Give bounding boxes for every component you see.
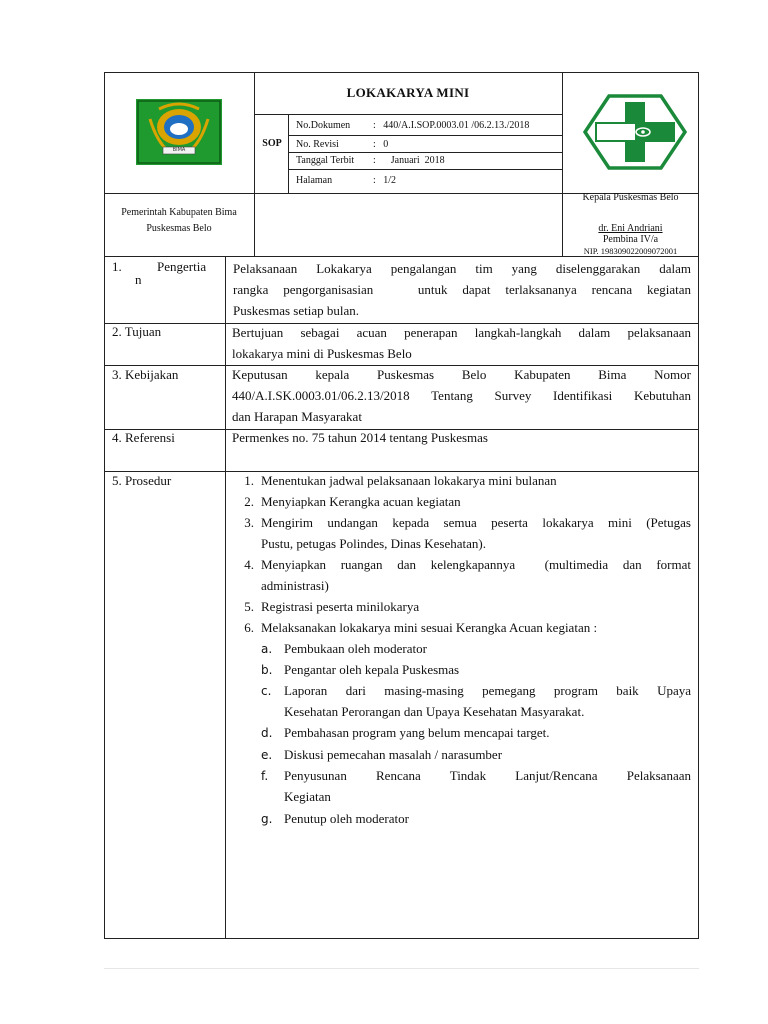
- step-number: 6.: [244, 620, 254, 635]
- step-text: Melaksanakan lokakarya mini sesuai Kerangka Acuan kegiatan :: [261, 620, 598, 635]
- footer-rule: [104, 968, 699, 969]
- pengertian-line-1: Pelaksanaan Lokakarya pengalangan tim yang diselenggarakan dalam: [233, 261, 691, 276]
- step-text-cont: Pustu, petugas Polindes, Dinas Kesehatan).: [261, 536, 486, 551]
- pengertian-number: 1.: [112, 259, 122, 274]
- tujuan-line-1: Bertujuan sebagai acuan penerapan langkah-langkah dalam pelaksanaan: [232, 325, 691, 340]
- referensi-text: Permenkes no. 75 tahun 2014 tentang Puskesmas: [232, 430, 488, 445]
- referensi-label: 4. Referensi: [112, 430, 175, 445]
- signer-nip: NIP. 198309022009072001: [583, 246, 678, 256]
- meta-label-tanggal: Tanggal Terbit: [296, 155, 355, 166]
- sop-label: SOP: [262, 138, 282, 149]
- pengertian-line-2: rangka pengorganisasian untuk dapat terlaksananya rencana kegiatan: [233, 282, 691, 297]
- substep-letter: d.: [261, 726, 273, 740]
- document-title: LOKAKARYA MINI: [346, 85, 470, 100]
- substep-text: Penyusunan Rencana Tindak Lanjut/Rencana Pelaksanaan: [284, 768, 691, 783]
- puskesmas-logo: [583, 94, 687, 170]
- substep-text: Diskusi pemecahan masalah / narasumber: [284, 747, 503, 762]
- substep-letter: g.: [261, 812, 273, 826]
- tujuan-line-2: lokakarya mini di Puskesmas Belo: [232, 346, 412, 361]
- substep-text: Laporan dari masing-masing pemegang program baik Upaya: [284, 683, 691, 698]
- step-number: 3.: [244, 515, 254, 530]
- step-text: Mengirim undangan kepada semua peserta lokakarya mini (Petugas: [261, 515, 691, 530]
- substep-letter: c.: [261, 684, 272, 698]
- step-text: Menentukan jadwal pelaksanaan lokakarya mini bulanan: [261, 473, 557, 488]
- tujuan-label: 2. Tujuan: [112, 324, 162, 339]
- bima-logo: [136, 99, 222, 165]
- kebijakan-label: 3. Kebijakan: [112, 367, 179, 382]
- meta-value-nodokumen: : 440/A.I.SOP.0003.01 /06.2.13./2018: [373, 120, 530, 131]
- substep-text: Pembukaan oleh moderator: [284, 641, 427, 656]
- meta-value-halaman: : 1/2: [373, 175, 397, 186]
- kebijakan-line-3: dan Harapan Masyarakat: [232, 409, 362, 424]
- kebijakan-line-1: Keputusan kepala Puskesmas Belo Kabupaten Bima Nomor: [232, 367, 691, 382]
- logo-banner-text: BIMA: [172, 147, 186, 153]
- signer-title: Kepala Puskesmas Belo: [582, 192, 679, 203]
- substep-text: Pembahasan program yang belum mencapai target.: [284, 725, 550, 740]
- step-number: 4.: [244, 557, 254, 572]
- meta-label-nodokumen: No.Dokumen: [296, 120, 351, 131]
- meta-label-revisi: No. Revisi: [296, 139, 339, 150]
- step-number: 1.: [244, 473, 254, 488]
- kebijakan-line-2: 440/A.I.SK.0003.01/06.2.13/2018 Tentang Survey Identifikasi Kebutuhan: [232, 388, 691, 403]
- prosedur-label: 5. Prosedur: [112, 473, 172, 488]
- org-puskesmas: Puskesmas Belo: [146, 223, 212, 234]
- substep-text-cont: Kegiatan: [284, 789, 331, 804]
- substep-text: Penutup oleh moderator: [284, 811, 409, 826]
- step-text-cont: administrasi): [261, 578, 329, 593]
- org-government: Pemerintah Kabupaten Bima: [121, 207, 237, 218]
- step-text: Menyiapkan Kerangka acuan kegiatan: [261, 494, 461, 509]
- pengertian-line-3: Puskesmas setiap bulan.: [233, 303, 360, 318]
- step-number: 5.: [244, 599, 254, 614]
- substep-letter: a.: [261, 642, 273, 656]
- substep-text-cont: Kesehatan Perorangan dan Upaya Kesehatan Masyarakat.: [284, 704, 585, 719]
- substep-letter: e.: [261, 748, 273, 762]
- meta-label-halaman: Halaman: [296, 175, 333, 186]
- pengertian-label-wrap: n: [135, 272, 142, 287]
- pengertian-label: Pengertia: [157, 259, 207, 274]
- signer-name: dr. Eni Andriani: [598, 223, 663, 234]
- step-text: Menyiapkan ruangan dan kelengkapannya (multimedia dan format: [261, 557, 691, 572]
- step-number: 2.: [244, 494, 254, 509]
- signer-rank: Pembina IV/a: [602, 234, 659, 245]
- meta-value-revisi: : 0: [373, 139, 389, 150]
- substep-letter: f.: [261, 769, 269, 783]
- substep-letter: b.: [261, 663, 273, 677]
- step-text: Registrasi peserta minilokarya: [261, 599, 420, 614]
- substep-text: Pengantar oleh kepala Puskesmas: [284, 662, 460, 677]
- meta-value-tanggal: : Januari 2018: [373, 155, 445, 166]
